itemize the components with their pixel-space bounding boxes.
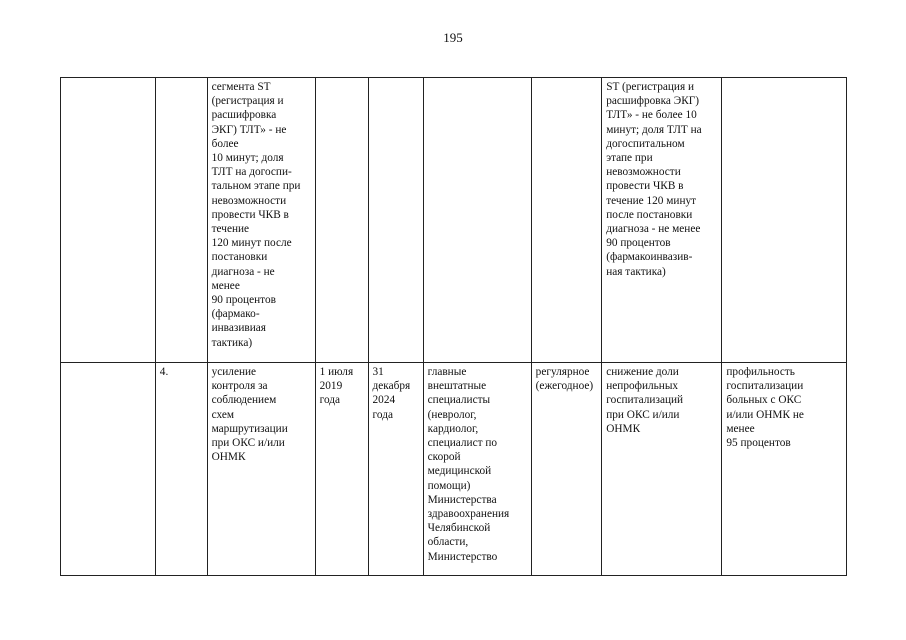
table-cell-start-date: 1 июля 2019 года bbox=[315, 363, 368, 576]
table-cell-result: ST (регистрация и расшифровка ЭКГ) ТЛТ» - не более 10 минут; доля ТЛТ на догоспитальном этапе при невозможности провести ЧКВ в течение 120 минут после постановки диагноза - не менее 90 процентов (фармакоинвазив- ная тактика) bbox=[602, 78, 722, 363]
table-cell bbox=[722, 78, 847, 363]
table-cell bbox=[531, 78, 602, 363]
table-cell bbox=[368, 78, 423, 363]
table-cell-number: 4. bbox=[155, 363, 207, 576]
table-cell-measure: сегмента ST (регистрация и расшифровка ЭКГ) ТЛТ» - не более 10 минут; доля ТЛТ на догоспи- тальном этапе при невозможности провести ЧКВ в течение 120 минут после постановки диагноза - не менее 90 процентов (фармако- инвазивиая тактика) bbox=[207, 78, 315, 363]
table-row-continuation bbox=[61, 78, 847, 363]
table-cell-frequency: регулярное (ежегодное) bbox=[531, 363, 602, 576]
table-cell bbox=[423, 78, 531, 363]
table-cell-indicator: профильность госпитализации больных с ОКС и/или ОНМК не менее 95 процентов bbox=[722, 363, 847, 576]
table-cell bbox=[315, 78, 368, 363]
table-cell-measure: усиление контроля за соблюдением схем маршрутизации при ОКС и/или ОНМК bbox=[207, 363, 315, 576]
page-number: 195 bbox=[443, 30, 463, 45]
table-cell-result: снижение доли непрофильных госпитализаций при ОКС и/или ОНМК bbox=[602, 363, 722, 576]
table-cell bbox=[61, 78, 156, 363]
measures-table bbox=[60, 77, 847, 576]
table-cell-responsible: главные внештатные специалисты (невролог, кардиолог, специалист по скорой медицинской помощи) Министерства здравоохранения Челябинской области, Министерство bbox=[423, 363, 531, 576]
table-cell bbox=[155, 78, 207, 363]
table-cell bbox=[61, 363, 156, 576]
table-cell-end-date: 31 декабря 2024 года bbox=[368, 363, 423, 576]
table-row-item-4 bbox=[61, 363, 847, 576]
